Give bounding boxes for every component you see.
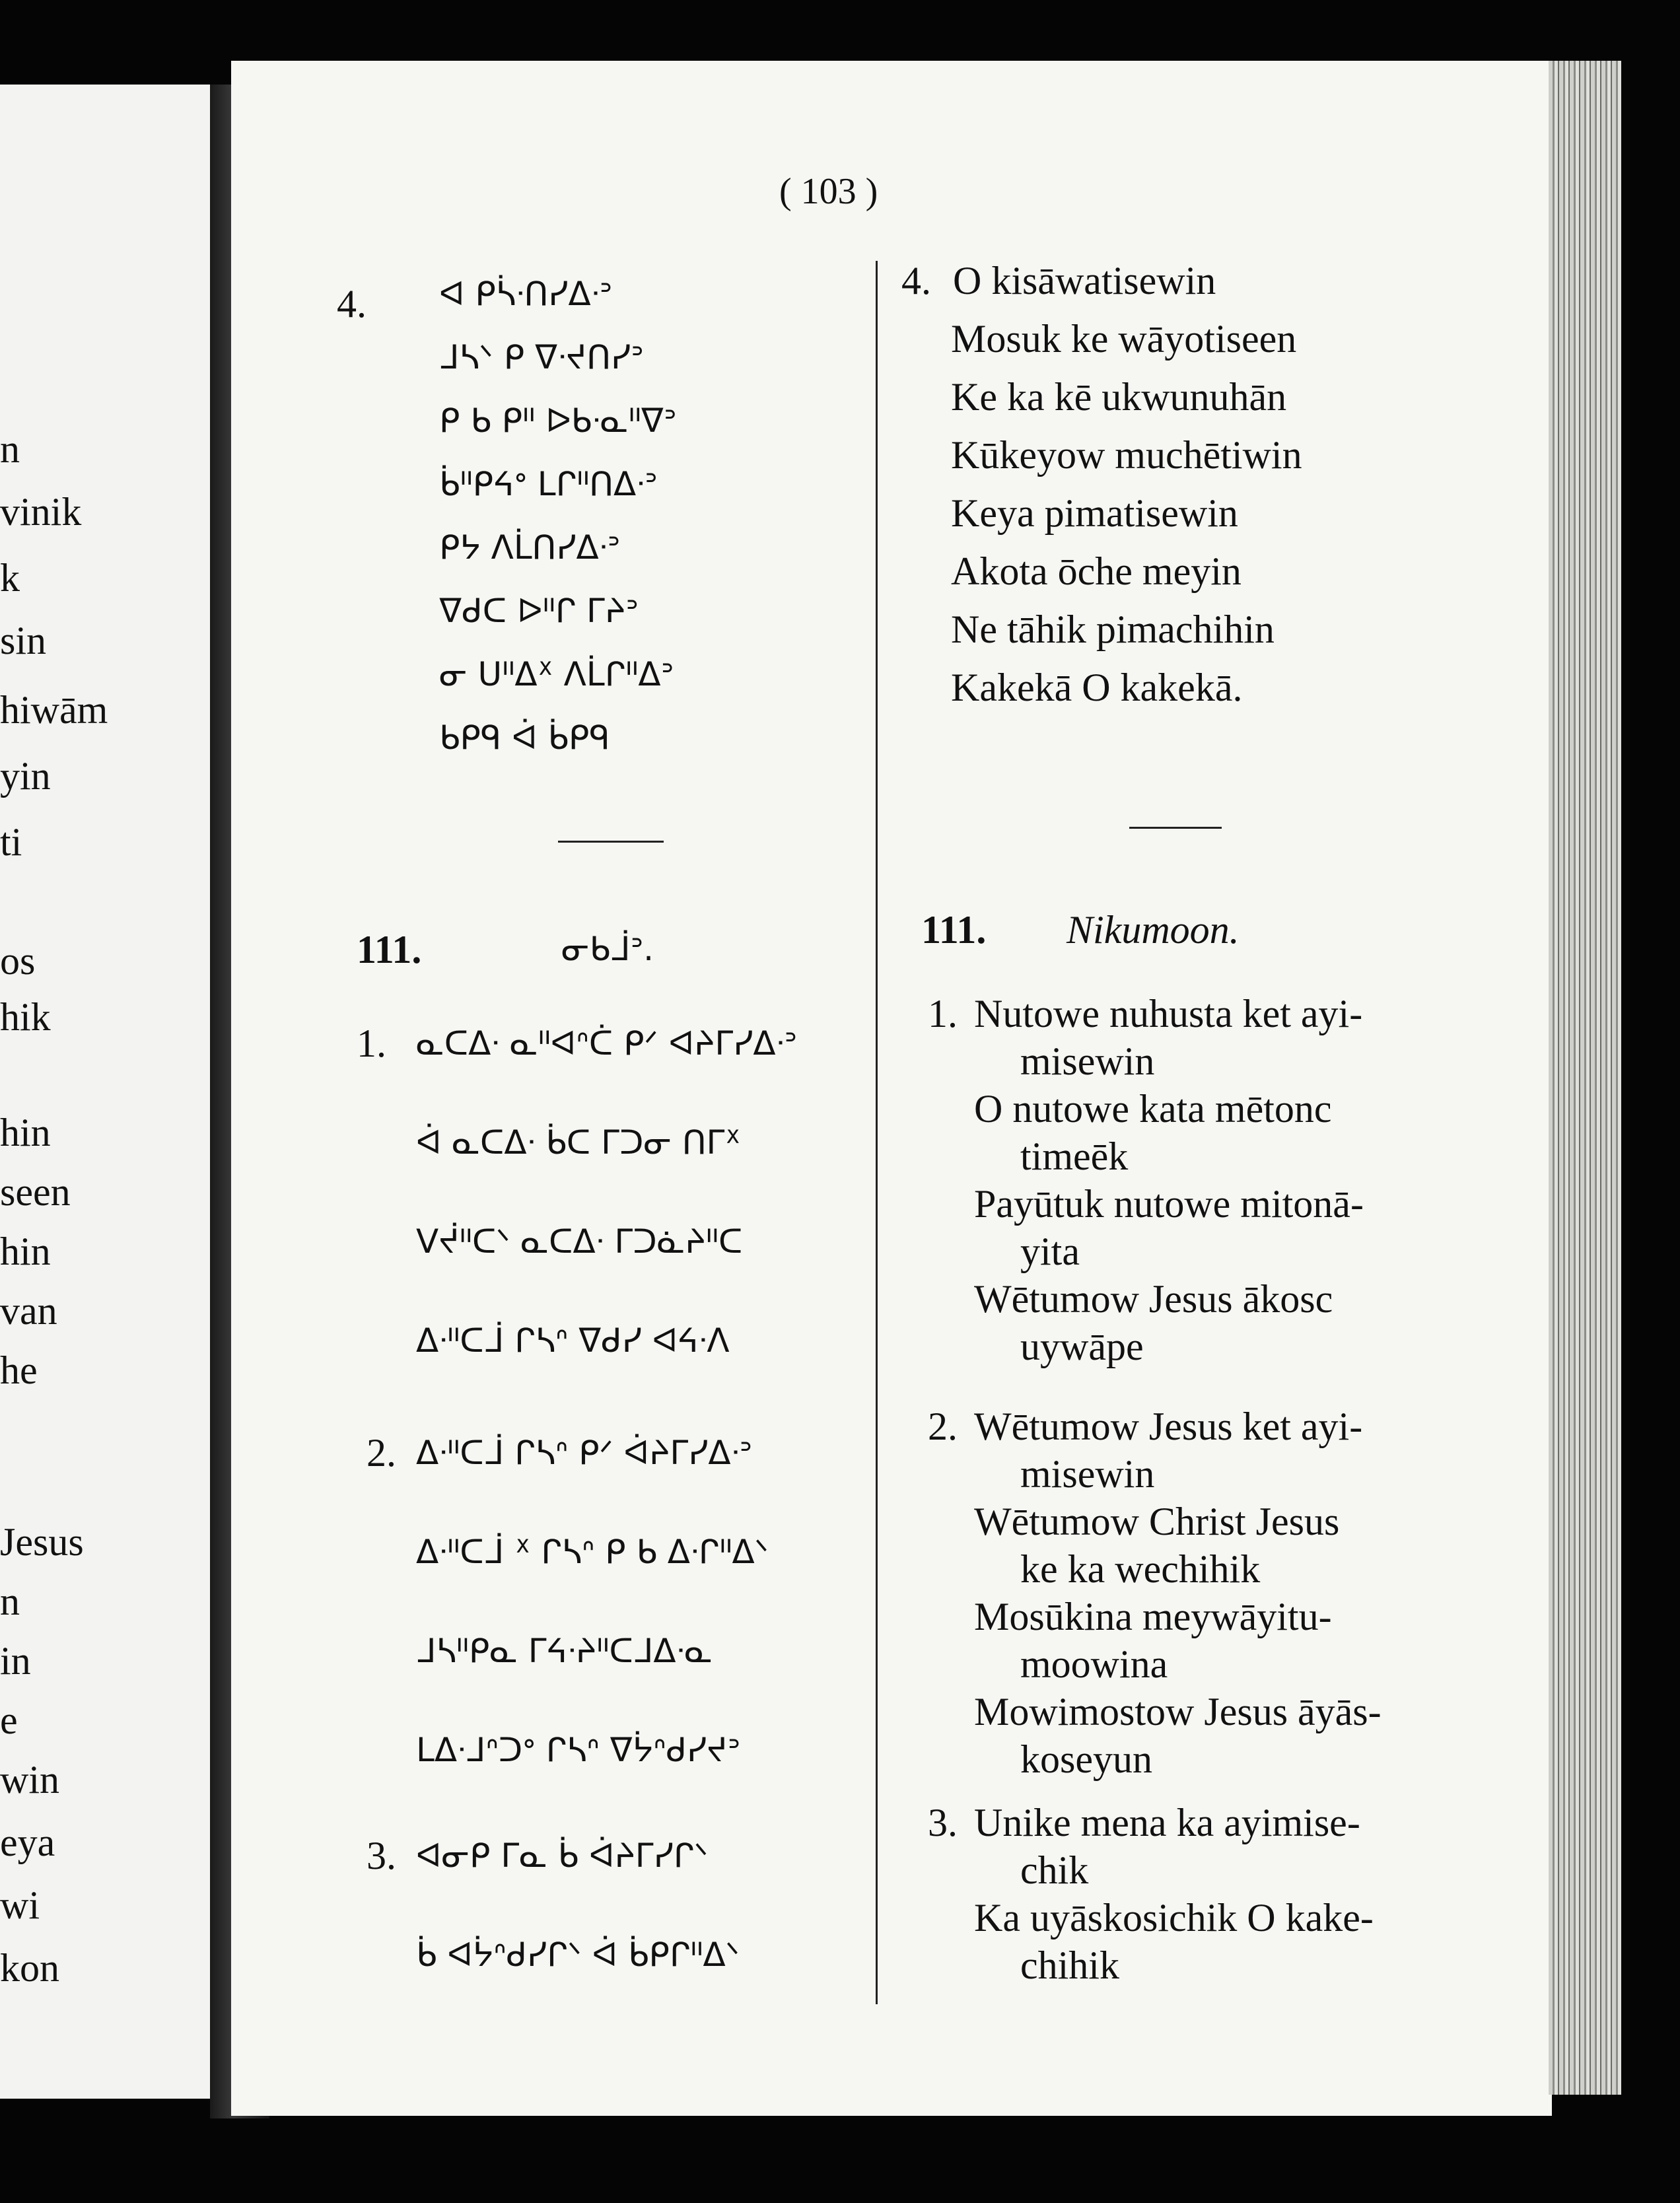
syllabic-line: ᐁᑯᑕ ᐅᐦᒋ ᒥᔨᐣ bbox=[439, 592, 639, 630]
roman-line: Ne tāhik pimachihin bbox=[951, 608, 1275, 651]
syllabic-line: ᑭ ᑲ ᑭᐦ ᐅᑲᐧᓇᐦᐁᐣ bbox=[439, 402, 677, 440]
roman-verse-number: 1. bbox=[928, 992, 958, 1035]
syllabic-hymn-number: 111. bbox=[357, 928, 422, 971]
left-page-fragment: yin bbox=[0, 754, 51, 798]
syllabic-line: ᑳᐦᑭᔦᐤ ᒪᒋᐦᑎᐃᐧᐣ bbox=[439, 465, 658, 503]
left-page-fragment: sin bbox=[0, 619, 47, 662]
column-divider bbox=[876, 261, 878, 2004]
roman-line: chik bbox=[1020, 1848, 1089, 1892]
roman-line: Wētumow Jesus ākosc bbox=[974, 1277, 1333, 1321]
left-page-fragment: e bbox=[0, 1698, 18, 1742]
roman-verse-number: 4. bbox=[901, 259, 931, 302]
roman-line: Ka uyāskosichik O kake- bbox=[974, 1896, 1374, 1940]
syllabic-line: ᑲᑭᑫ ᐋ ᑳᑭᑫ bbox=[439, 718, 610, 757]
roman-line: Akota ōche meyin bbox=[951, 549, 1242, 593]
syllabic-hymn-title: ᓂᑲᒨᐣ. bbox=[561, 930, 654, 968]
syllabic-line: ᐊ ᑭᓵᐧᑎᓯᐃᐧᐣ bbox=[439, 275, 613, 313]
roman-line: chihik bbox=[1020, 1943, 1119, 1987]
syllabic-verse-number: 3. bbox=[367, 1834, 396, 1877]
syllabic-line: ᑳ ᐊᔮᐢᑯᓯᒋᐠ ᐋ ᑳᑭᒋᐦᐃᐠ bbox=[416, 1936, 740, 1974]
roman-hymn-title: Nikumoon. bbox=[1067, 908, 1240, 952]
syllabic-section-rule bbox=[558, 841, 664, 843]
roman-line: Kakekā O kakekā. bbox=[951, 666, 1243, 709]
roman-line: Mosūkina meywāyitu- bbox=[974, 1595, 1332, 1638]
roman-line: koseyun bbox=[1020, 1737, 1152, 1781]
left-page-fragment: os bbox=[0, 939, 36, 983]
facing-left-page bbox=[0, 85, 211, 2099]
left-page-fragment: win bbox=[0, 1758, 59, 1801]
left-page-fragment: kon bbox=[0, 1946, 59, 1990]
roman-line: Mowimostow Jesus āyās- bbox=[974, 1690, 1382, 1733]
roman-verse-number: 2. bbox=[928, 1405, 958, 1448]
syllabic-line: ᐃᐧᐦᑕᒨ ᒋᓴᐢ ᐁᑯᓯ ᐊᔦᐧᐱ bbox=[416, 1321, 730, 1360]
syllabic-line: ᑭᔭ ᐱᒫᑎᓯᐃᐧᐣ bbox=[439, 528, 621, 567]
roman-line: uywāpe bbox=[1020, 1325, 1144, 1368]
left-page-fragment: hin bbox=[0, 1111, 51, 1154]
roman-line: Wētumow Christ Jesus bbox=[974, 1500, 1340, 1543]
syllabic-verse-number: 4. bbox=[337, 282, 367, 326]
roman-line: Ke ka kē ukwunuhān bbox=[951, 375, 1287, 419]
roman-line: O nutowe kata mētonc bbox=[974, 1087, 1332, 1131]
roman-section-rule bbox=[1129, 827, 1222, 829]
left-page-fragment: he bbox=[0, 1348, 38, 1392]
left-page-fragment: wi bbox=[0, 1883, 40, 1927]
roman-line: O kisāwatisewin bbox=[953, 259, 1216, 302]
syllabic-line: ᐊᓂᑭ ᒥᓇ ᑳ ᐋᔨᒥᓯᒋᐠ bbox=[416, 1836, 709, 1875]
left-page-fragment: seen bbox=[0, 1170, 71, 1214]
roman-line: misewin bbox=[1020, 1039, 1155, 1083]
left-page-fragment: eya bbox=[0, 1821, 55, 1864]
left-page-fragment: van bbox=[0, 1289, 57, 1333]
left-page-fragment: in bbox=[0, 1639, 31, 1683]
syllabic-line: ᓂ ᑌᐦᐃᕽ ᐱᒫᒋᐦᐃᐣ bbox=[439, 655, 674, 693]
left-page-fragment: ti bbox=[0, 820, 22, 864]
syllabic-line: ᐯᔫᐦᑕᐠ ᓇᑕᐃᐧ ᒥᑐᓈᔨᐦᑕ bbox=[416, 1222, 743, 1261]
roman-line: ke ka wechihik bbox=[1020, 1547, 1261, 1591]
roman-line: Payūtuk nutowe mitonā- bbox=[974, 1182, 1364, 1226]
left-page-fragment: n bbox=[0, 1580, 20, 1623]
left-page-fragment: hiwām bbox=[0, 688, 108, 732]
left-page-fragment: hik bbox=[0, 995, 51, 1039]
roman-verse-number: 3. bbox=[928, 1801, 958, 1844]
roman-line: moowina bbox=[1020, 1642, 1168, 1686]
roman-line: timeēk bbox=[1020, 1135, 1129, 1178]
left-page-fragment: hin bbox=[0, 1230, 51, 1273]
roman-line: Kūkeyow muchētiwin bbox=[951, 433, 1302, 477]
roman-line: misewin bbox=[1020, 1452, 1155, 1496]
roman-line: Nutowe nuhusta ket ayi- bbox=[974, 992, 1363, 1035]
syllabic-line: ᒧᓴᐠ ᑭ ᐁᐧᔪᑎᓯᐣ bbox=[439, 338, 644, 376]
syllabic-line: ᒧᓴᐦᑭᓇ ᒥᔦᐧᔨᐦᑕᒧᐃᐧᓇ bbox=[416, 1632, 713, 1670]
left-page-fragment: n bbox=[0, 427, 20, 471]
left-page-fragment: vinik bbox=[0, 490, 82, 534]
page-number: ( 103 ) bbox=[779, 171, 878, 212]
roman-hymn-number: 111. bbox=[921, 908, 987, 952]
roman-line: Keya pimatisewin bbox=[951, 491, 1238, 535]
syllabic-verse-number: 1. bbox=[357, 1022, 386, 1065]
syllabic-line: ᐃᐧᐦᑕᒨ ᒋᓴᐢ ᑭᐟ ᐋᔨᒥᓯᐃᐧᐣ bbox=[416, 1434, 753, 1472]
page-stack-edge bbox=[1549, 61, 1621, 2095]
syllabic-line: ᓇᑕᐃᐧ ᓇᐦᐊᐢᑖ ᑭᐟ ᐊᔨᒥᓯᐃᐧᐣ bbox=[416, 1024, 798, 1063]
syllabic-line: ᐃᐧᐦᑕᒨ ᕽ ᒋᓴᐢ ᑭ ᑲ ᐃᐧᒋᐦᐃᐠ bbox=[416, 1533, 769, 1571]
roman-line: yita bbox=[1020, 1230, 1080, 1273]
roman-line: Unike mena ka ayimise- bbox=[974, 1801, 1360, 1844]
left-page-fragment: k bbox=[0, 556, 20, 600]
left-page-fragment: Jesus bbox=[0, 1520, 84, 1564]
syllabic-verse-number: 2. bbox=[367, 1431, 396, 1475]
syllabic-line: ᒪᐃᐧᒧᐢᑐᐤ ᒋᓴᐢ ᐁᔮᐢᑯᓯᔪᐣ bbox=[416, 1731, 741, 1769]
roman-line: Mosuk ke wāyotiseen bbox=[951, 317, 1297, 361]
roman-line: Wētumow Jesus ket ayi- bbox=[974, 1405, 1363, 1448]
syllabic-line: ᐋ ᓇᑕᐃᐧ ᑳᑕ ᒥᑐᓂ ᑎᒥᕽ bbox=[416, 1123, 741, 1162]
